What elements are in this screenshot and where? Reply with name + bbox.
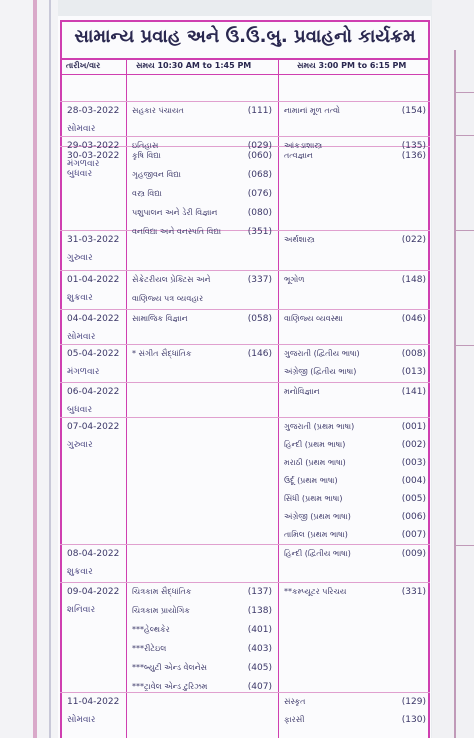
session1-subject: * સંગીત સૈદ્ધાંતિક <box>132 349 192 358</box>
row-separator <box>60 270 430 271</box>
row-date: 30-03-2022 <box>67 151 120 161</box>
session1-subject: સહકાર પંચાયત <box>132 106 184 115</box>
session2-subject: હિન્દી (પ્રથમ ભાષા) <box>284 440 346 449</box>
session2-subject: ભૂગોળ <box>284 275 305 284</box>
session2-code: (009) <box>401 549 426 559</box>
session1-subject: ***ટ્રાવેલ એન્ડ ટુરિઝમ <box>132 682 208 691</box>
row-date: 01-04-2022 <box>67 275 120 285</box>
row-date: 31-03-2022 <box>67 235 120 245</box>
row-day: શનિવાર <box>67 605 96 615</box>
row-separator <box>60 417 430 418</box>
row-date: 29-03-2022 <box>67 141 120 151</box>
row-separator <box>60 582 430 583</box>
row-day: સોમવાર <box>67 715 96 725</box>
row-day: ગુરુવાર <box>67 253 93 263</box>
session1-code: (080) <box>247 208 272 218</box>
session1-code: (068) <box>247 170 272 180</box>
row-day: સોમવાર <box>67 332 96 342</box>
margin-stripe <box>33 0 37 738</box>
session1-subject: ઇતિહાસ <box>132 141 159 150</box>
session1-code: (137) <box>247 587 272 597</box>
session2-code: (141) <box>401 387 426 397</box>
session2-subject: મનોવિજ્ઞાન <box>284 387 320 396</box>
session2-subject: ગુજરાતી (દ્વિતીય ભાષા) <box>284 349 360 358</box>
session1-code: (029) <box>247 141 272 151</box>
session2-code: (001) <box>401 422 426 432</box>
session2-subject: મરાઠી (પ્રથમ ભાષા) <box>284 458 346 467</box>
session1-code: (060) <box>247 151 272 161</box>
header-session-2: સમય 3:00 PM to 6:15 PM <box>297 61 407 70</box>
row-separator <box>60 692 430 693</box>
session1-code: (403) <box>247 644 272 654</box>
row-date: 28-03-2022 <box>67 106 120 116</box>
session2-code: (046) <box>401 314 426 324</box>
session1-code: (407) <box>247 682 272 692</box>
session1-code: (337) <box>247 275 272 285</box>
header-date-day: તારીખ/વાર <box>66 61 101 70</box>
row-day: શુક્રવાર <box>67 567 93 577</box>
session2-code: (331) <box>401 587 426 597</box>
session2-code: (004) <box>401 476 426 486</box>
adjacent-rule <box>456 135 474 136</box>
session2-code: (130) <box>401 715 426 725</box>
session2-subject: ગુજરાતી (પ્રથમ ભાષા) <box>284 422 355 431</box>
row-day: મંગળવાર <box>67 367 100 377</box>
row-day: મંગળવાર <box>67 159 100 169</box>
column-divider <box>278 60 279 738</box>
row-date: 11-04-2022 <box>67 697 120 707</box>
session2-code: (129) <box>401 697 426 707</box>
adjacent-rule <box>456 545 474 546</box>
session1-subject: ચિત્રકામ પ્રાયોગિક <box>132 606 190 615</box>
adjacent-rule <box>456 230 474 231</box>
session2-code: (007) <box>401 530 426 540</box>
session1-subject: ગૃહજીવન વિદ્યા <box>132 170 181 179</box>
session1-subject: ચિત્રકામ સૈદ્ધાંતિક <box>132 587 192 596</box>
header-session-1: સમય 10:30 AM to 1:45 PM <box>136 61 252 70</box>
session2-subject: તામિલ (પ્રથમ ભાષા) <box>284 530 348 539</box>
row-day: બુધવાર <box>67 169 93 179</box>
session2-code: (148) <box>401 275 426 285</box>
session2-code: (003) <box>401 458 426 468</box>
session1-subject: વનવિદ્યા અને વનસ્પતિ વિદ્યા <box>132 227 222 236</box>
page-title: સામાન્ય પ્રવાહ અને ઉ.ઉ.બુ. પ્રવાહનો કાર્યક્રમ <box>74 26 416 47</box>
session2-subject: નામાનાં મૂળ તત્વો <box>284 106 341 115</box>
session1-subject: ***હેલ્થકેર <box>132 625 170 634</box>
session1-subject: સામાજિક વિજ્ઞાન <box>132 314 188 323</box>
session1-code: (351) <box>247 227 272 237</box>
row-separator <box>60 309 430 310</box>
session1-code: (146) <box>247 349 272 359</box>
session1-subject: પશુપાલન અને ડેરી વિજ્ઞાન <box>132 208 218 217</box>
session1-code: (405) <box>247 663 272 673</box>
session2-code: (022) <box>401 235 426 245</box>
row-date: 07-04-2022 <box>67 422 120 432</box>
row-day: ગુરુવાર <box>67 440 93 450</box>
session1-code: (401) <box>247 625 272 635</box>
session2-code: (013) <box>401 367 426 377</box>
title-divider <box>60 58 430 60</box>
session2-code: (005) <box>401 494 426 504</box>
row-separator <box>60 101 430 102</box>
session2-subject: અંગ્રેજી (પ્રથમ ભાષા) <box>284 512 351 521</box>
session1-code: (076) <box>247 189 272 199</box>
session2-subject: હિન્દી (દ્વિતીય ભાષા) <box>284 549 351 558</box>
session1-code: (058) <box>247 314 272 324</box>
session2-code: (154) <box>401 106 426 116</box>
session2-code: (135) <box>401 141 426 151</box>
adjacent-rule <box>456 345 474 346</box>
session2-subject: સિંધી (પ્રથમ ભાષા) <box>284 494 343 503</box>
session1-code: (138) <box>247 606 272 616</box>
session2-subject: ફારસી <box>284 715 305 724</box>
session2-subject: અર્થશાસ્ત્ર <box>284 235 315 244</box>
adjacent-rule <box>456 92 474 93</box>
row-date: 09-04-2022 <box>67 587 120 597</box>
session1-subject: ***રીટેઇલ <box>132 644 167 653</box>
row-date: 04-04-2022 <box>67 314 120 324</box>
session2-subject: આંકડાશાસ્ત્ર <box>284 141 323 150</box>
header-bottom-rule <box>60 74 430 75</box>
left-page-margin <box>0 0 58 738</box>
session1-subject: સેક્રેટરીયલ પ્રેક્ટિસ અને <box>132 275 211 284</box>
row-day: શુક્રવાર <box>67 293 93 303</box>
session2-subject: તત્વજ્ઞાન <box>284 151 313 160</box>
session1-code: (111) <box>247 106 272 116</box>
session2-code: (008) <box>401 349 426 359</box>
session2-subject: અંગ્રેજી (દ્વિતીય ભાષા) <box>284 367 357 376</box>
session2-code: (136) <box>401 151 426 161</box>
row-date: 05-04-2022 <box>67 349 120 359</box>
session2-subject: સંસ્કૃત <box>284 697 306 706</box>
session2-subject: વાણિજ્ય વ્યવસ્થા <box>284 314 343 323</box>
row-separator <box>60 136 430 137</box>
row-separator <box>60 382 430 383</box>
session2-subject: ઉર્દૂ (પ્રથમ ભાષા) <box>284 476 338 485</box>
session1-subject: વસ્ત્ર વિદ્યા <box>132 189 162 198</box>
row-date: 06-04-2022 <box>67 387 120 397</box>
row-day: સોમવાર <box>67 124 96 134</box>
session1-subject: ***બ્યુટી એન્ડ વેલનેસ <box>132 663 208 672</box>
session1-subject: કૃષિ વિદ્યા <box>132 151 161 160</box>
row-separator <box>60 344 430 345</box>
row-day: બુધવાર <box>67 405 93 415</box>
session2-code: (002) <box>401 440 426 450</box>
adjacent-page-edge <box>432 0 474 738</box>
row-separator <box>60 544 430 545</box>
session1-subject: વાણિજ્ય પત્ર વ્યવહાર <box>132 294 204 303</box>
row-date: 08-04-2022 <box>67 549 120 559</box>
session2-code: (006) <box>401 512 426 522</box>
margin-line <box>49 0 51 738</box>
column-divider <box>126 60 127 738</box>
adjacent-page-line <box>454 50 456 738</box>
session2-subject: **કમ્પ્યૂટર પરિચય <box>284 587 347 596</box>
